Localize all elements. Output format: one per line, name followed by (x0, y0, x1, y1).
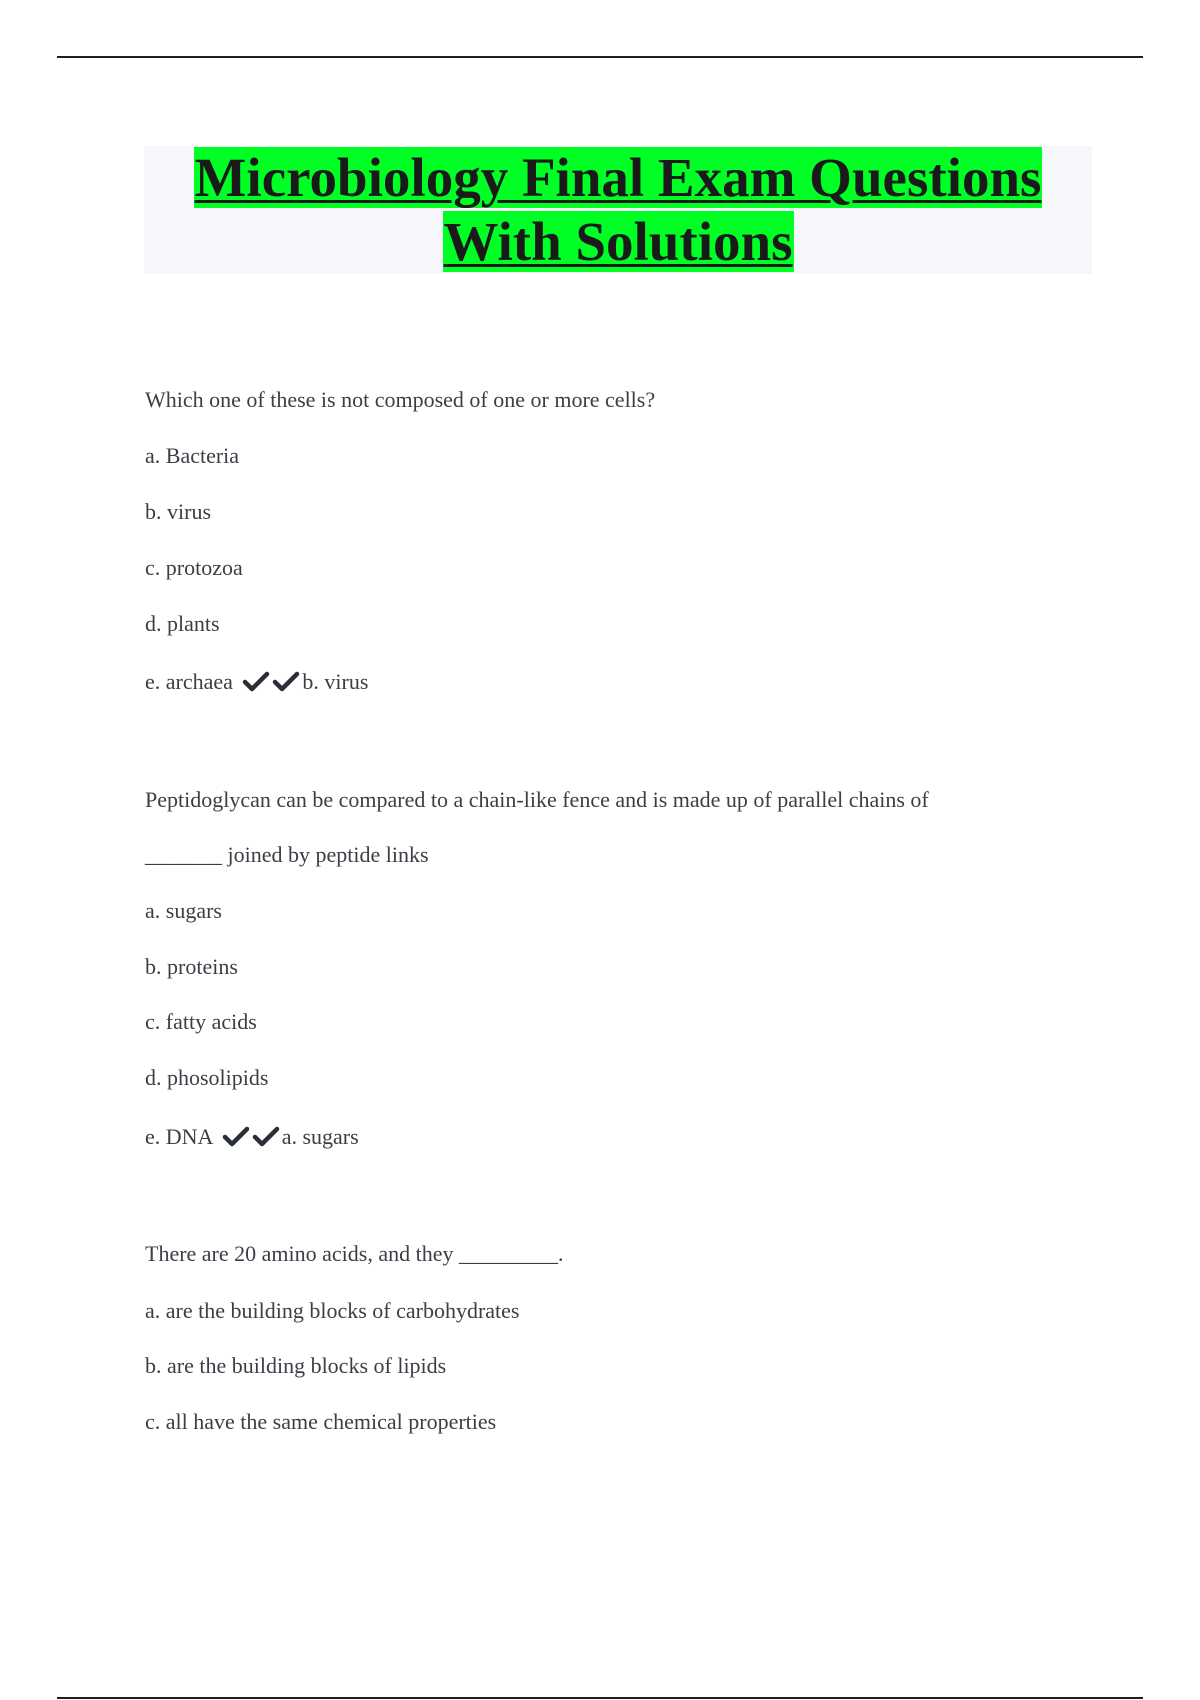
checkmark-icon (222, 1126, 250, 1148)
document-title (144, 146, 1092, 274)
question-2-answer: a. sugars (281, 1124, 359, 1149)
question-1-option-e: e. archaea (145, 669, 233, 694)
question-2-option-e-row (145, 1123, 359, 1151)
question-3-option-b: b. are the building blocks of lipids (145, 1353, 447, 1378)
question-3-option-a: a. are the building blocks of carbohydrates (145, 1298, 520, 1323)
question-2-text-line-2: _______ joined by peptide links (145, 842, 429, 867)
question-2-option-c: c. fatty acids (145, 1009, 257, 1034)
question-1-option-b: b. virus (145, 499, 211, 524)
question-2-option-e: e. DNA (145, 1124, 213, 1149)
checkmark-icon (272, 671, 300, 693)
title-line-1: Microbiology Final Exam Questions (194, 147, 1042, 208)
question-1-text: Which one of these is not composed of one or more cells? (145, 387, 656, 412)
question-1-option-c: c. protozoa (145, 555, 243, 580)
question-2-option-d: d. phosolipids (145, 1065, 269, 1090)
question-3-text: There are 20 amino acids, and they _________. (145, 1241, 564, 1266)
question-2-option-b: b. proteins (145, 954, 238, 979)
top-rule (57, 56, 1143, 58)
checkmark-icon (242, 671, 270, 693)
checkmark-icon (252, 1126, 280, 1148)
question-1-option-a: a. Bacteria (145, 443, 240, 468)
bottom-rule (57, 1697, 1143, 1699)
question-3-option-c: c. all have the same chemical properties (145, 1409, 497, 1434)
title-line-2: With Solutions (443, 211, 793, 272)
question-1-option-e-row (145, 668, 368, 696)
question-1-option-d: d. plants (145, 611, 220, 636)
question-2-text-line-1: Peptidoglycan can be compared to a chain-like fence and is made up of parallel chains of (145, 787, 929, 812)
question-2-option-a: a. sugars (145, 898, 222, 923)
question-1-answer: b. virus (302, 669, 369, 694)
